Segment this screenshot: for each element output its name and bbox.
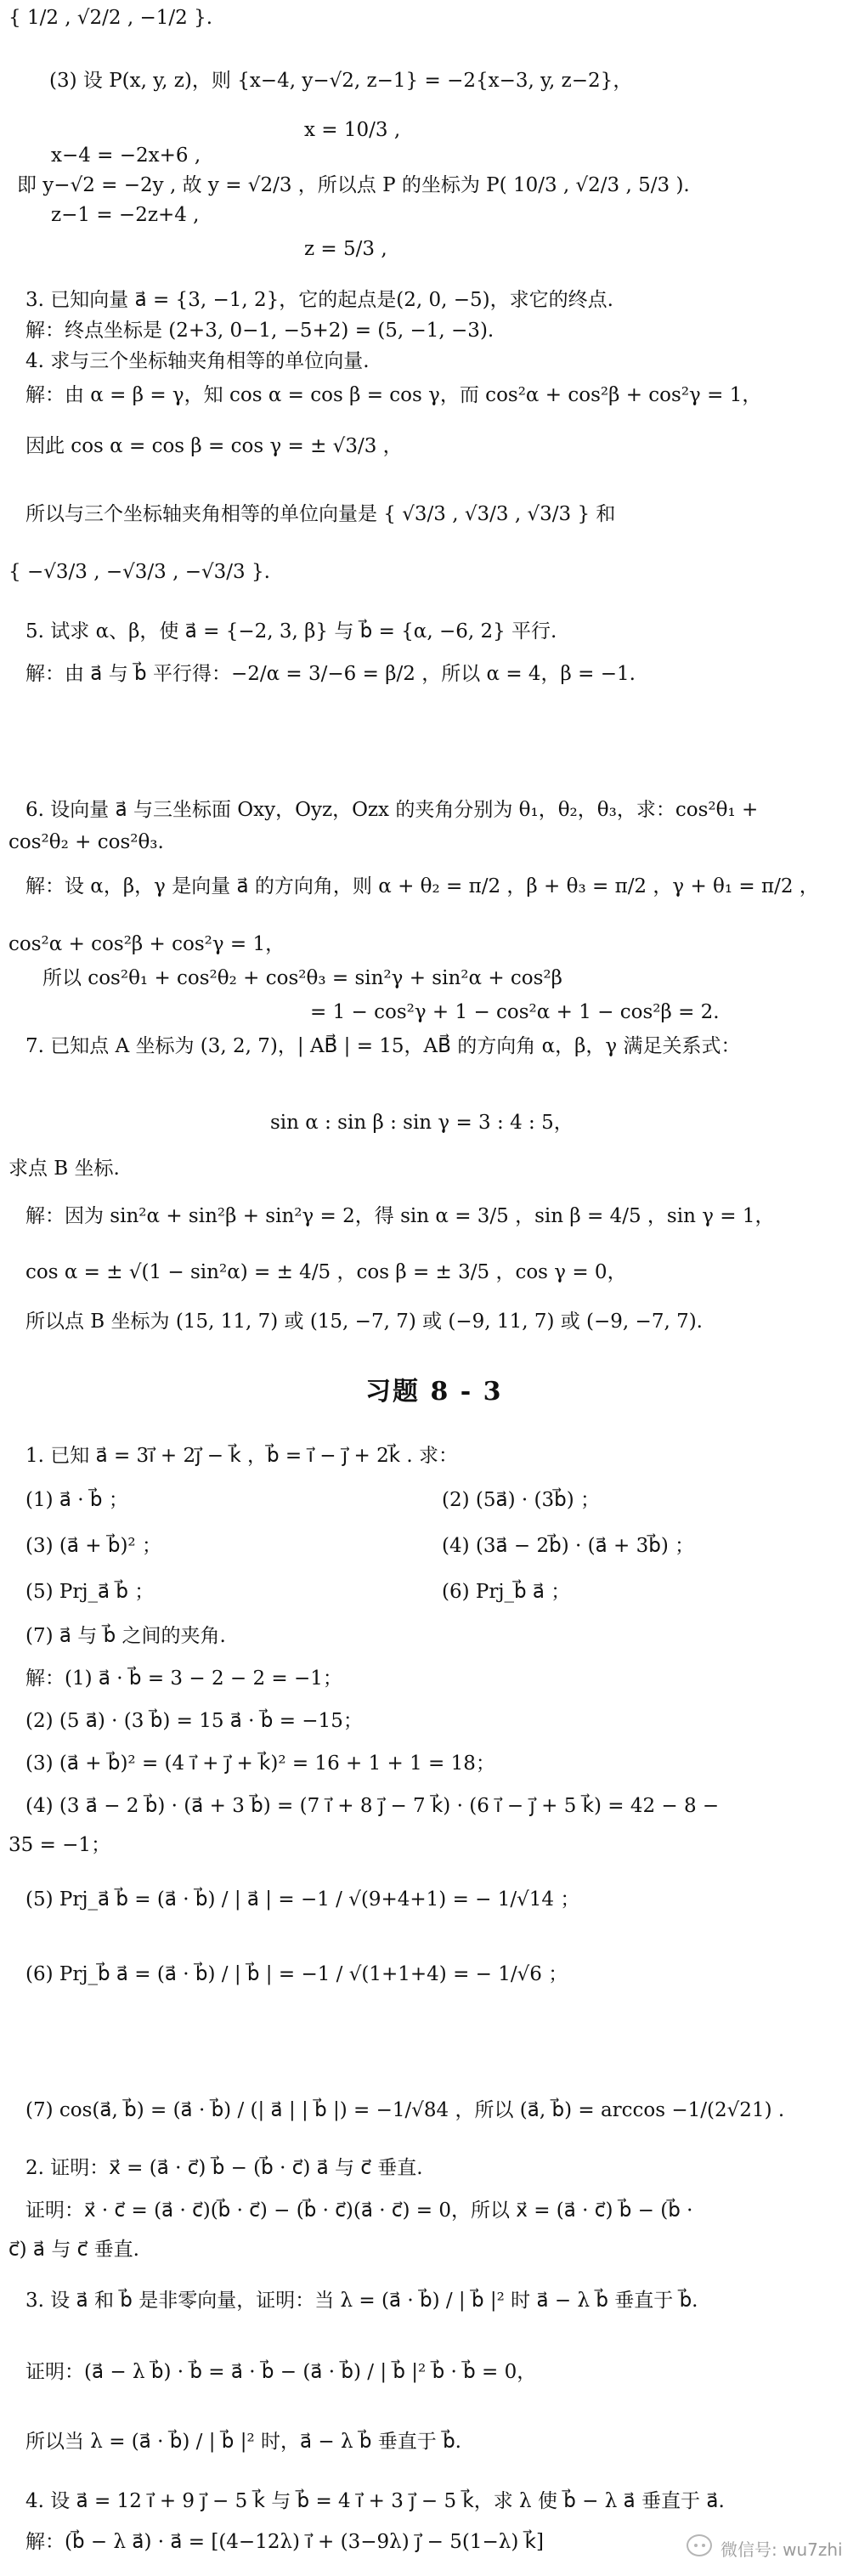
text-line: (6) Prj_b⃗ a⃗ ； — [442, 1581, 571, 1603]
text-line: 所以 cos²θ₁ + cos²θ₂ + cos²θ₃ = sin²γ + sin²α + cos²β — [42, 967, 562, 989]
wechat-icon — [687, 2534, 712, 2556]
text-line: cos²α + cos²β + cos²γ = 1， — [8, 933, 285, 955]
text-line: 35 = −1； — [8, 1834, 111, 1856]
text-line: 3. 设 a⃗ 和 b⃗ 是非零向量，证明：当 λ = (a⃗ · b⃗) / | b⃗ |² 时 a⃗ − λ b⃗ 垂直于 b⃗. — [25, 2290, 698, 2312]
text-line: (5) Prj_a⃗ b⃗ ； — [25, 1581, 155, 1603]
text-line: 6. 设向量 a⃗ 与三坐标面 Oxy，Oyz，Ozx 的夹角分别为 θ₁，θ₂，θ₃，求：cos²θ₁ + — [25, 799, 759, 821]
text-line: c⃗) a⃗ 与 c⃗ 垂直. — [8, 2239, 139, 2261]
text-line: 所以点 B 坐标为 (15, 11, 7) 或 (15, −7, 7) 或 (−9, 11, 7) 或 (−9, −7, 7). — [25, 1311, 703, 1333]
text-line: 解：由 a⃗ 与 b⃗ 平行得：−2/α = 3/−6 = β/2 ，所以 α = 4，β = −1. — [25, 663, 636, 685]
text-line: 1. 已知 a⃗ = 3i⃗ + 2j⃗ − k⃗ ，b⃗ = i⃗ − j⃗ + 2k⃗ . 求： — [25, 1445, 458, 1467]
text-line: (2) (5a⃗) · (3b⃗) ； — [442, 1489, 600, 1511]
text-line: 4. 求与三个坐标轴夹角相等的单位向量. — [25, 350, 370, 372]
text-line: (7) a⃗ 与 b⃗ 之间的夹角. — [25, 1625, 226, 1647]
text-line: = 1 − cos²γ + 1 − cos²α + 1 − cos²β = 2. — [310, 1001, 720, 1023]
text-line: 即 y−√2 = −2y , 故 y = √2/3 ，所以点 P 的坐标为 P( 10/3 , √2/3 , 5/3 ). — [17, 174, 690, 196]
text-line: (4) (3 a⃗ − 2 b⃗) · (a⃗ + 3 b⃗) = (7 i⃗ + 8 j⃗ − 7 k⃗) · (6 i⃗ − j⃗ + 5 k⃗) = 42 − 8 − — [25, 1795, 720, 1817]
text-line: (2) (5 a⃗) · (3 b⃗) = 15 a⃗ · b⃗ = −15； — [25, 1710, 363, 1732]
text-line: x = 10/3 , — [304, 119, 401, 141]
text-line: 求点 B 坐标. — [8, 1158, 120, 1180]
text-line: (3) (a⃗ + b⃗)² ； — [25, 1535, 161, 1557]
text-line: 解：(1) a⃗ · b⃗ = 3 − 2 − 2 = −1； — [25, 1667, 342, 1690]
text-line: x−4 = −2x+6 , — [51, 144, 201, 167]
text-line: 7. 已知点 A 坐标为 (3, 2, 7)，| AB⃗ | = 15，AB⃗ 的方向角 α，β，γ 满足关系式： — [25, 1035, 741, 1057]
text-line: 解：设 α，β，γ 是向量 a⃗ 的方向角，则 α + θ₂ = π/2 ，β + θ₃ = π/2 ，γ + θ₁ = π/2 ， — [25, 875, 819, 897]
text-line: 5. 试求 α、β，使 a⃗ = {−2, 3, β} 与 b⃗ = {α, −6, 2} 平行. — [25, 620, 557, 643]
text-line: z = 5/3 , — [304, 238, 387, 260]
text-line: { −√3/3 , −√3/3 , −√3/3 }. — [8, 561, 270, 583]
text-line: (3) 设 P(x, y, z)，则 {x−4, y−√2, z−1} = −2{x−3, y, z−2}， — [49, 70, 633, 92]
text-line: (5) Prj_a⃗ b⃗ = (a⃗ · b⃗) / | a⃗ | = −1 / √(9+4+1) = − 1/√14 ； — [25, 1888, 580, 1911]
text-line: (1) a⃗ · b⃗ ； — [25, 1489, 128, 1511]
text-line: 解：因为 sin²α + sin²β + sin²γ = 2，得 sin α = 3/5 ，sin β = 4/5 ，sin γ = 1， — [25, 1205, 775, 1227]
text-line: 3. 已知向量 a⃗ = {3, −1, 2}，它的起点是(2, 0, −5)，求它的终点. — [25, 289, 613, 311]
wechat-watermark — [687, 2531, 856, 2565]
text-line: { 1/2 , √2/2 , −1/2 }. — [8, 7, 213, 29]
section-title: 习题 8 - 3 — [365, 1377, 503, 1407]
text-line: 所以与三个坐标轴夹角相等的单位向量是 { √3/3 , √3/3 , √3/3 } 和 — [25, 503, 616, 525]
text-line: (7) cos(a⃗, b⃗) = (a⃗ · b⃗) / (| a⃗ | | b⃗ |) = −1/√84 ，所以 (a⃗, b⃗) = arccos −1/(2√21) . — [25, 2099, 785, 2121]
text-line: 证明：x⃗ · c⃗ = (a⃗ · c⃗)(b⃗ · c⃗) − (b⃗ · c⃗)(a⃗ · c⃗) = 0，所以 x⃗ = (a⃗ · c⃗) b⃗ − (b⃗ · — [25, 2200, 693, 2222]
text-line: 解：终点坐标是 (2+3, 0−1, −5+2) = (5, −1, −3). — [25, 320, 494, 342]
text-line: 4. 设 a⃗ = 12 i⃗ + 9 j⃗ − 5 k⃗ 与 b⃗ = 4 i⃗ + 3 j⃗ − 5 k⃗，求 λ 使 b⃗ − λ a⃗ 垂直于 a⃗. — [25, 2490, 725, 2512]
text-line: cos α = ± √(1 − sin²α) = ± 4/5 ，cos β = ± 3/5 ，cos γ = 0， — [25, 1261, 627, 1283]
text-line: sin α : sin β : sin γ = 3 : 4 : 5， — [270, 1112, 574, 1134]
text-line: cos²θ₂ + cos²θ₃. — [8, 831, 164, 853]
text-line: (4) (3a⃗ − 2b⃗) · (a⃗ + 3b⃗) ； — [442, 1535, 695, 1557]
text-line: 因此 cos α = cos β = cos γ = ± √3/3 ， — [25, 435, 403, 457]
watermark-text: 微信号: wu7zhi — [721, 2539, 843, 2560]
text-line: (3) (a⃗ + b⃗)² = (4 i⃗ + j⃗ + k⃗)² = 16 + 1 + 1 = 18； — [25, 1752, 495, 1775]
text-line: 2. 证明：x⃗ = (a⃗ · c⃗) b⃗ − (b⃗ · c⃗) a⃗ 与 c⃗ 垂直. — [25, 2157, 423, 2179]
text-line: (6) Prj_b⃗ a⃗ = (a⃗ · b⃗) / | b⃗ | = −1 / √(1+1+4) = − 1/√6 ； — [25, 1963, 568, 1985]
text-line: 解：由 α = β = γ，知 cos α = cos β = cos γ，而 cos²α + cos²β + cos²γ = 1， — [25, 384, 762, 406]
text-line: 解：(b⃗ − λ a⃗) · a⃗ = [(4−12λ) i⃗ + (3−9λ) j⃗ − 5(1−λ) k⃗] — [25, 2531, 544, 2553]
text-line: 所以当 λ = (a⃗ · b⃗) / | b⃗ |² 时，a⃗ − λ b⃗ 垂直于 b⃗. — [25, 2431, 461, 2453]
text-line: z−1 = −2z+4 , — [51, 204, 200, 226]
text-line: 证明：(a⃗ − λ b⃗) · b⃗ = a⃗ · b⃗ − (a⃗ · b⃗) / | b⃗ |² b⃗ · b⃗ = 0， — [25, 2361, 537, 2383]
